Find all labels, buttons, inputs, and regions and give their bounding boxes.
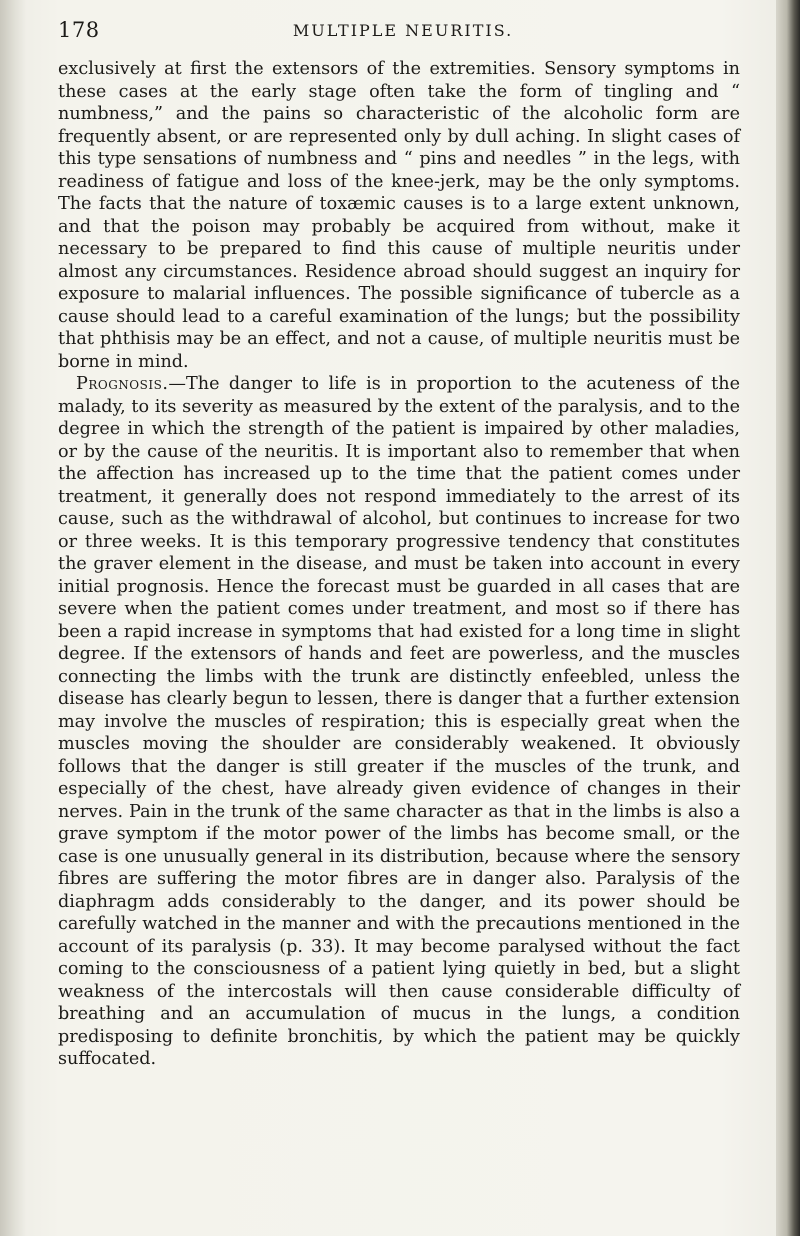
page-edge (776, 0, 800, 1236)
paragraph-text: —The danger to life is in proportion to the acuteness of the malady, to its severity as measured by the extent of the paralysis, and to the degree in which the strength of the patient is impaired by other maladies, or by the cause of the neuritis. It is important also to remember that when the affection has increased up to the time that the patient comes under treatment, it generally does not respond immediately to the arrest of its cause, such as the withdrawal of alcohol, but continues to increase for two or three weeks. It is this temporary progressive tendency that constitutes the graver element in the disease, and must be taken into account in every initial prognosis. Hence the forecast must be guarded in all cases that are severe when the patient comes under treatment, and most so if there has been a rapid increase in symptoms that had existed for a long time in slight degree. If the extensors of hands and feet are powerless, and the muscles connecting the limbs with the trunk are distinctly enfeebled, unless the disease has clearly begun to lessen, there is danger that a further extension may involve the muscles of respiration; this is especially great when the muscles moving the shoulder are considerably weakened. It obviously follows that the danger is still greater if the muscles of the trunk, and especially of the chest, have already given evidence of changes in their nerves. Pain in the trunk of the same character as that in the limbs is also a grave symptom if the motor power of the limbs has become small, or the case is one unusually general in its distribution, because where the sensory fibres are suffering the motor fibres are in danger also. Paralysis of the diaphragm adds considerably to the danger, and its power should be carefully watched in the manner and with the precautions mentioned in the account of its paralysis (p. 33). It may become paralysed without the fact coming to the consciousness of a patient lying quietly in bed, but a slight weakness of the intercostals will then cause considerable difficulty of breathing and an accumulation of mucus in the lungs, a condition predisposing to definite bronchitis, by which the patient may be quickly suffocated. (58, 374, 740, 1069)
paragraph-prognosis (58, 373, 740, 1071)
body-text (58, 58, 740, 1071)
page-header (58, 18, 748, 48)
paragraph-continued (58, 58, 740, 373)
gutter-shadow (0, 0, 26, 1236)
paragraph-text: exclusively at first the extensors of the extremities. Sensory symptoms in these cases at the early stage often take the form of tingling and “ numbness,” and the pains so characteristic of the alcoholic form are frequently absent, or are represented only by dull aching. In slight cases of this type sensations of numbness and “ pins and needles ” in the legs, with readiness of fatigue and loss of the knee-jerk, may be the only symptoms. The facts that the nature of toxæmic causes is to a large extent unknown, and that the poison may probably be acquired from without, make it necessary to be prepared to find this cause of multiple neuritis under almost any circumstances. Residence abroad should suggest an inquiry for exposure to malarial influences. The possible significance of tubercle as a cause should lead to a careful examination of the lungs; but the possibility that phthisis may be an effect, and not a cause, of multiple neuritis must be borne in mind. (58, 59, 740, 372)
running-head: MULTIPLE NEURITIS. (292, 21, 514, 40)
section-lead: Prognosis. (76, 374, 169, 394)
page-number: 178 (58, 18, 100, 42)
